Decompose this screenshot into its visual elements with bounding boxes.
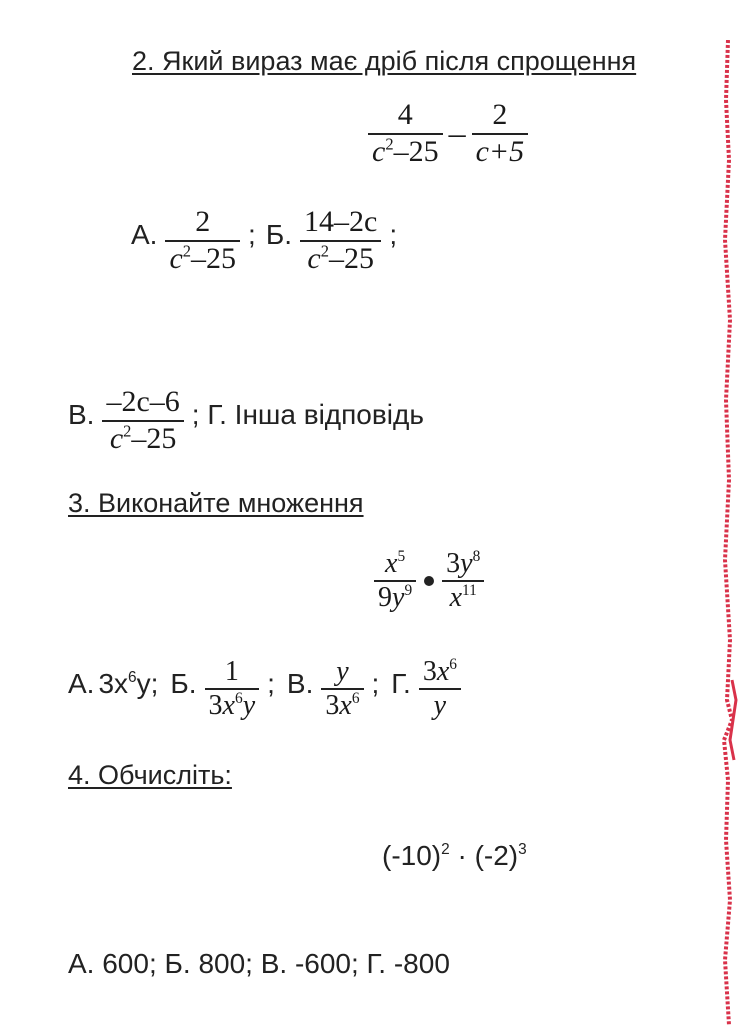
- option-b-label: Б.: [265, 219, 292, 251]
- question-4-heading: 4. Обчисліть:: [68, 760, 232, 790]
- option-v-label: В.: [286, 667, 314, 699]
- option-g-fraction: $\frac{3x^6}{y}$: [419, 656, 461, 722]
- option-a-fraction: $\frac{2}{c^2-25}$: [165, 205, 240, 276]
- option-g-label: Г.: [391, 667, 411, 699]
- frac-numerator: 4: [397, 98, 413, 131]
- question-2-options-vg: [68, 385, 424, 456]
- option-v-label: В.: [68, 399, 95, 431]
- option-a-label: А.: [131, 219, 158, 251]
- question-3-heading: 3. Виконайте множення: [68, 488, 364, 518]
- option-g-text: ; Г. Інша відповідь: [191, 399, 424, 431]
- multiply-dot: [424, 576, 434, 586]
- option-v-fraction: $\frac{-2c-6}{c^2-25}$: [102, 385, 183, 456]
- question-4-expression: $(-10)^2 \cdot (-2)^3$: [382, 840, 527, 871]
- minus-sign: –: [448, 114, 466, 152]
- question-3-options: А. $3x^6y$; Б. $\frac{1}{3x^6y}$ ; В. $\frac{y}{3x^6}$ ; Г. $\frac{3x^6}{y}$: [68, 656, 465, 722]
- question-2-options-ab: А. $\frac{2}{c^2-25}$ ; Б. $\frac{14-2c}{c^2-25}$ ;: [131, 205, 398, 275]
- option-v-fraction: $\frac{y}{3x^6}$: [321, 656, 363, 722]
- option-b-fraction: $\frac{1}{3x^6y}$: [205, 656, 260, 722]
- question-2-expression: $\frac{4}{c^2-25}$ – $\frac{2}{c+5}$: [364, 98, 532, 169]
- torn-edge-decoration: [714, 40, 740, 1025]
- question-3-expression: $\frac{x^5}{9y^9}$ $\frac{3y^8}{x^{11}}$: [370, 548, 488, 614]
- option-b-label: Б.: [170, 667, 197, 699]
- question-4-answers: А. 600; Б. 800; В. -600; Г. -800: [68, 948, 450, 979]
- option-b-fraction: $\frac{14-2c}{c^2-25}$: [300, 205, 381, 276]
- option-a-label: А.: [68, 667, 95, 699]
- question-2-heading: 2. Який вираз має дріб після спрощення: [132, 46, 637, 76]
